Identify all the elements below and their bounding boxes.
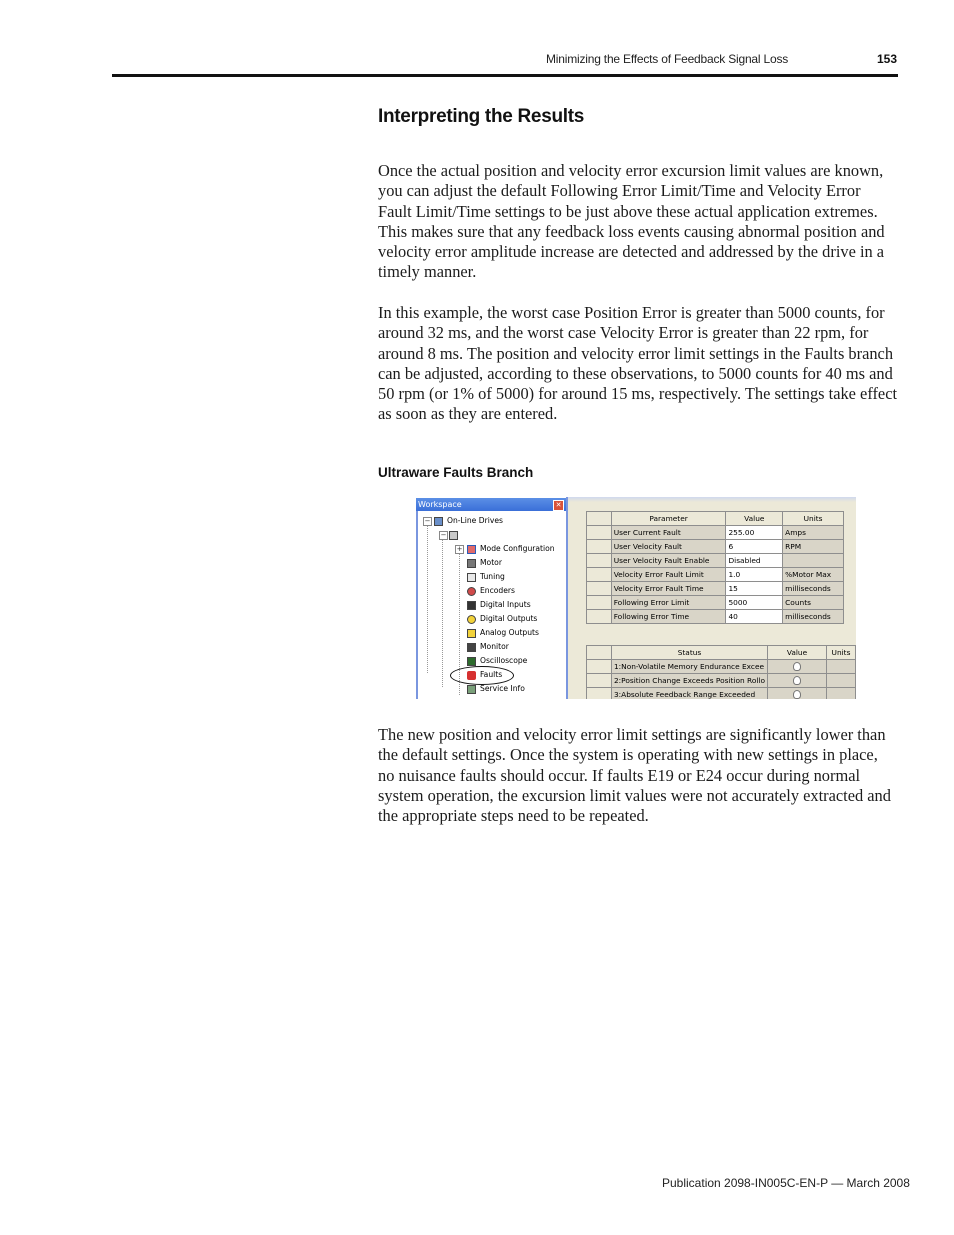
table-row[interactable] — [587, 596, 844, 610]
bulb-icon — [793, 676, 801, 685]
column-header-parameter[interactable]: Parameter — [611, 512, 726, 526]
expand-icon[interactable]: − — [424, 517, 431, 525]
tree-item-label: Service Info — [480, 684, 525, 693]
status-table — [586, 645, 856, 699]
workspace-panel — [416, 497, 568, 699]
ultraware-screenshot — [416, 497, 856, 699]
row-header — [587, 526, 612, 540]
tree-item-digital-outputs[interactable] — [467, 612, 537, 625]
parameter-value[interactable]: 40 — [726, 610, 783, 624]
monitor-icon — [467, 643, 476, 652]
publication-footer: Publication 2098-IN005C-EN-P — March 2008 — [662, 1176, 910, 1190]
faults-highlight-ellipse — [450, 666, 514, 685]
row-header-corner — [587, 646, 612, 660]
tree-item-encoders[interactable] — [467, 584, 515, 597]
oscilloscope-icon — [467, 657, 476, 666]
status-units — [826, 660, 855, 674]
parameter-table — [586, 511, 844, 624]
column-header-value[interactable]: Value — [768, 646, 827, 660]
table-row[interactable] — [587, 688, 856, 700]
tree-item-label: Monitor — [480, 642, 509, 651]
tree-item-digital-inputs[interactable] — [467, 598, 531, 611]
table-header-row — [587, 646, 856, 660]
parameter-value[interactable]: 5000 — [726, 596, 783, 610]
parameter-name: Velocity Error Fault Time — [611, 582, 726, 596]
paragraph-1: Once the actual position and velocity error excursion limit values are known, you can adjust the default Following Error Limit/Time and Velocity Error Fault Limit/Time settings to be just above these actual application extremes. This makes sure that any feedback loss events causing abnormal position and velocity error amplitude increase are detected and addressed by the drive in a timely manner. — [378, 161, 885, 282]
close-icon[interactable]: ✕ — [553, 500, 564, 511]
running-header-title: Minimizing the Effects of Feedback Signal Loss — [546, 52, 789, 66]
page-number: 153 — [877, 52, 898, 66]
tuning-icon — [467, 573, 476, 582]
pane-top-strip — [568, 497, 856, 502]
table-row[interactable] — [587, 554, 844, 568]
tree-item-drive[interactable] — [449, 528, 462, 541]
tree-line — [442, 537, 443, 687]
tree-item-online-drives[interactable] — [434, 514, 503, 527]
parameter-name: User Velocity Fault — [611, 540, 726, 554]
bulb-icon — [793, 690, 801, 699]
service-info-icon — [467, 685, 476, 694]
tree-item-label: Faults — [480, 670, 503, 679]
paragraph-3: The new position and velocity error limit settings are significantly lower than the default settings. Once the system is operating with new settings in place, no nuisance faults should occur. If faults E19 or E24 occur during normal system operation, the excursion limit values were not accurately extracted and the appropriate steps need to be repeated. — [378, 725, 891, 826]
tree-item-label: Mode Configuration — [480, 544, 555, 553]
section-heading: Interpreting the Results — [378, 106, 585, 127]
expand-icon[interactable]: − — [440, 531, 447, 539]
drives-icon — [434, 517, 443, 526]
row-header — [587, 582, 612, 596]
drive-icon — [449, 531, 458, 540]
status-name: 2:Position Change Exceeds Position Rollo — [611, 674, 767, 688]
status-value — [768, 674, 827, 688]
row-header — [587, 688, 612, 700]
parameter-units: Counts — [783, 596, 844, 610]
column-header-status[interactable]: Status — [611, 646, 767, 660]
tree-item-oscilloscope[interactable] — [467, 654, 527, 667]
parameter-name: Velocity Error Fault Limit — [611, 568, 726, 582]
parameter-units — [783, 554, 844, 568]
bulb-icon — [793, 662, 801, 671]
row-header-corner — [587, 512, 612, 526]
row-header — [587, 660, 612, 674]
parameter-units: milliseconds — [783, 610, 844, 624]
header-rule — [112, 74, 898, 77]
tree-item-monitor[interactable] — [467, 640, 509, 653]
expand-icon[interactable]: + — [456, 545, 463, 553]
tree-item-label: On-Line Drives — [447, 516, 503, 525]
parameter-value[interactable]: Disabled — [726, 554, 783, 568]
row-header — [587, 540, 612, 554]
parameter-units: RPM — [783, 540, 844, 554]
tree-item-tuning[interactable] — [467, 570, 505, 583]
workspace-border — [416, 511, 418, 699]
parameter-value[interactable]: 255.00 — [726, 526, 783, 540]
tree-item-label: Digital Outputs — [480, 614, 538, 623]
status-units — [826, 674, 855, 688]
encoder-icon — [467, 587, 476, 596]
parameter-units: milliseconds — [783, 582, 844, 596]
status-value — [768, 660, 827, 674]
analog-outputs-icon — [467, 629, 476, 638]
table-row[interactable] — [587, 582, 844, 596]
tree-item-mode-configuration[interactable] — [467, 542, 555, 555]
bulb-icon — [467, 615, 476, 624]
table-row[interactable] — [587, 660, 856, 674]
row-header — [587, 596, 612, 610]
parameter-units: Amps — [783, 526, 844, 540]
row-header — [587, 674, 612, 688]
table-row[interactable] — [587, 610, 844, 624]
status-name: 1:Non-Volatile Memory Endurance Excee — [611, 660, 767, 674]
tree-item-motor[interactable] — [467, 556, 502, 569]
table-row[interactable] — [587, 526, 844, 540]
motor-icon — [467, 559, 476, 568]
parameter-name: User Velocity Fault Enable — [611, 554, 726, 568]
table-row[interactable] — [587, 568, 844, 582]
table-header-row — [587, 512, 844, 526]
parameter-name: Following Error Time — [611, 610, 726, 624]
tree-item-label: Digital Inputs — [480, 600, 531, 609]
figure-caption: Ultraware Faults Branch — [378, 465, 534, 480]
parameter-value[interactable]: 6 — [726, 540, 783, 554]
tree-item-label: Oscilloscope — [480, 656, 528, 665]
row-header — [587, 610, 612, 624]
column-header-value[interactable]: Value — [726, 512, 783, 526]
status-name: 3:Absolute Feedback Range Exceeded — [611, 688, 767, 700]
tree-item-label: Encoders — [480, 586, 516, 595]
tree-item-label: Tuning — [480, 572, 505, 581]
parameters-pane — [568, 497, 856, 699]
table-row[interactable] — [587, 540, 844, 554]
workspace-title: Workspace — [418, 500, 462, 509]
workspace-titlebar — [416, 498, 566, 511]
row-header — [587, 568, 612, 582]
mode-configuration-icon — [467, 545, 476, 554]
tree-item-label: Analog Outputs — [480, 628, 539, 637]
tree-item-label: Motor — [480, 558, 502, 567]
tree-line — [427, 523, 428, 673]
paragraph-2: In this example, the worst case Position Error is greater than 5000 counts, for around 32 ms, and the worst case Velocity Error is greater than 22 rpm, for around 8 ms. The position and velocity error limit settings in the Faults branch can be adjusted, according to these observations, to 5000 counts for 40 ms and 50 rpm (or 1% of 5000) for around 15 ms, respectively. The settings take effect as soon as they are entered. — [378, 303, 898, 424]
parameter-units: %Motor Max — [783, 568, 844, 582]
digital-inputs-icon — [467, 601, 476, 610]
parameter-name: User Current Fault — [611, 526, 726, 540]
table-row[interactable] — [587, 674, 856, 688]
tree-item-analog-outputs[interactable] — [467, 626, 539, 639]
parameter-name: Following Error Limit — [611, 596, 726, 610]
status-units — [826, 688, 855, 700]
parameter-value[interactable]: 15 — [726, 582, 783, 596]
parameter-value[interactable]: 1.0 — [726, 568, 783, 582]
column-header-units[interactable]: Units — [826, 646, 855, 660]
status-value — [768, 688, 827, 700]
row-header — [587, 554, 612, 568]
column-header-units[interactable]: Units — [783, 512, 844, 526]
